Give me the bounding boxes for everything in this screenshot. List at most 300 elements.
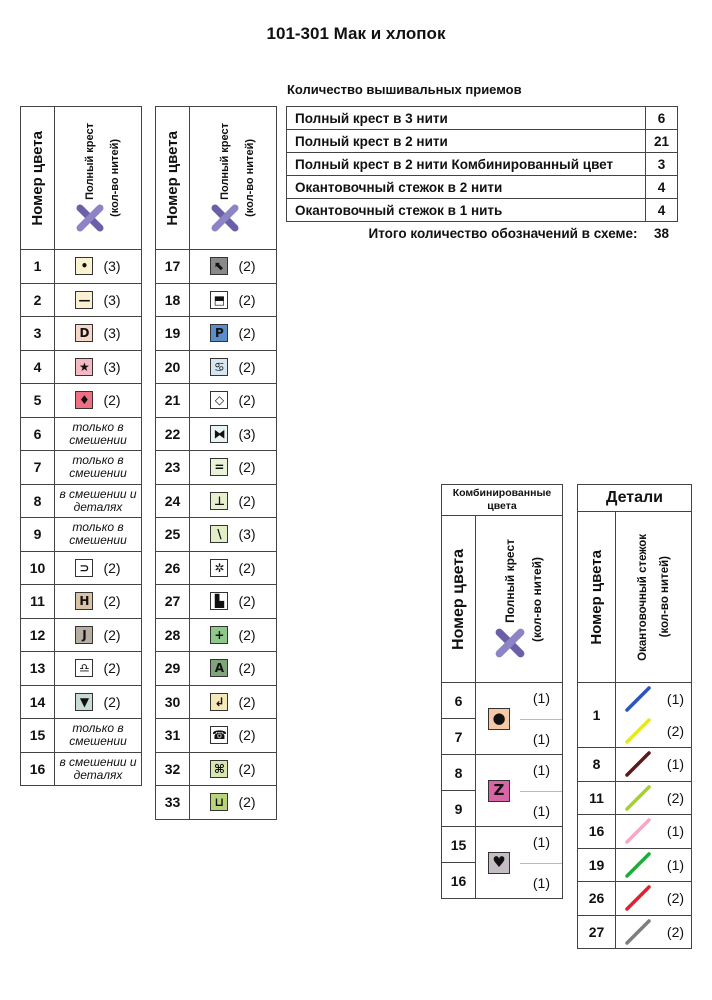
legend-content [190, 726, 276, 744]
thread-count: (1) [666, 691, 685, 707]
detail-lines [616, 882, 691, 915]
legend-content [190, 324, 276, 342]
stitch-header [476, 516, 563, 683]
color-number: 10 [21, 551, 55, 585]
detail-cell [616, 915, 692, 949]
legend-row [21, 417, 142, 451]
symbol-icon: \ [210, 525, 228, 543]
summary-label: Полный крест в 3 нити [287, 107, 646, 130]
thread-count: (2) [238, 626, 256, 643]
thread-count: (2) [238, 492, 256, 509]
legend-note: только в смешении [69, 520, 127, 548]
color-number: 15 [442, 827, 476, 863]
color-number: 7 [21, 451, 55, 485]
legend-cell [190, 350, 277, 384]
details-caption: Детали [578, 485, 692, 512]
color-number: 5 [21, 384, 55, 418]
combined-cell [476, 827, 563, 899]
legend-cell [190, 652, 277, 686]
summary-label: Окантовочный стежок в 1 нить [287, 199, 646, 222]
thread-count: (2) [103, 559, 121, 576]
legend-table-right [155, 106, 277, 820]
legend-cell [190, 585, 277, 619]
symbol-icon: + [210, 626, 228, 644]
cross-stitch-icon [75, 203, 105, 233]
legend-content [190, 458, 276, 476]
color-number: 25 [156, 518, 190, 552]
combined-cell [476, 683, 563, 755]
legend-row [21, 618, 142, 652]
legend-content [190, 626, 276, 644]
thread-count: (2) [103, 660, 121, 677]
symbol-icon: Z [488, 780, 510, 802]
summary-row [287, 130, 678, 153]
legend-cell [55, 317, 142, 351]
combined-caption: Комбинированные цвета [442, 485, 563, 516]
legend-content [190, 559, 276, 577]
combined-row [442, 755, 563, 791]
legend-row [156, 719, 277, 753]
symbol-icon: — [75, 291, 93, 309]
symbol-icon: ☎ [211, 728, 227, 743]
legend-row [21, 283, 142, 317]
thread-count: (2) [103, 626, 121, 643]
color-number: 28 [156, 618, 190, 652]
thread-count: (2) [238, 325, 256, 342]
color-number: 27 [578, 915, 616, 949]
legend-row [21, 551, 142, 585]
thread-count: (2) [238, 459, 256, 476]
detail-lines [616, 849, 691, 882]
row-divider [520, 791, 562, 792]
edge-stitch-line-icon [623, 884, 653, 912]
threads-header-text: (кол-во нитей) [658, 556, 671, 638]
symbol-icon: D [75, 324, 93, 342]
thread-count: (3) [103, 358, 121, 375]
combined-colors-table [441, 484, 563, 899]
summary-row [287, 176, 678, 199]
color-number: 11 [21, 585, 55, 619]
color-number: 6 [442, 683, 476, 719]
stitch-header [55, 107, 142, 250]
color-number: 22 [156, 417, 190, 451]
legend-cell [190, 417, 277, 451]
symbol-icon: ★ [75, 358, 93, 376]
color-number: 17 [156, 250, 190, 284]
symbol-icon: ● [488, 708, 510, 730]
number-header [21, 107, 55, 250]
color-number: 9 [442, 791, 476, 827]
legend-cell [55, 652, 142, 686]
color-number: 30 [156, 685, 190, 719]
color-number: 8 [21, 484, 55, 518]
legend-content [190, 257, 276, 275]
detail-cell [616, 882, 692, 916]
stitch-line-row [616, 782, 691, 814]
thread-count: (2) [666, 890, 685, 907]
edge-stitch-line-icon [623, 784, 653, 812]
legend-cell [55, 451, 142, 485]
summary-row [287, 153, 678, 176]
legend-row [21, 484, 142, 518]
thread-count: (1) [532, 803, 550, 819]
thread-count: (3) [238, 425, 256, 442]
combined-row [442, 683, 563, 719]
symbol-icon: ⬒ [210, 291, 228, 309]
legend-row [21, 518, 142, 552]
legend-content [190, 592, 276, 610]
legend-row [156, 618, 277, 652]
thread-count: (3) [103, 291, 121, 308]
thread-count: (2) [238, 660, 256, 677]
thread-count: (1) [666, 856, 685, 873]
legend-cell [190, 484, 277, 518]
legend-row [156, 652, 277, 686]
legend-cell [55, 250, 142, 284]
color-number: 2 [21, 283, 55, 317]
summary-value: 3 [646, 153, 678, 176]
legend-content [190, 492, 276, 510]
legend-row [156, 551, 277, 585]
legend-cell [55, 719, 142, 753]
symbol-icon: • [75, 257, 93, 275]
legend-content [190, 391, 276, 409]
detail-cell [616, 748, 692, 782]
summary-label: Полный крест в 2 нити [287, 130, 646, 153]
summary-label: Полный крест в 2 нити Комбинированный цвет [287, 153, 646, 176]
details-table [577, 484, 692, 949]
legend-content [190, 659, 276, 677]
color-number: 16 [442, 863, 476, 899]
symbol-icon: ⊥ [210, 492, 228, 510]
color-number: 18 [156, 283, 190, 317]
threads-header-text: (кол-во нитей) [530, 556, 544, 642]
number-header [156, 107, 190, 250]
thread-count: (2) [238, 559, 256, 576]
legend-content [55, 257, 141, 275]
legend-cell [190, 250, 277, 284]
legend-row [156, 350, 277, 384]
symbol-icon: ♥ [488, 852, 510, 874]
color-number: 13 [21, 652, 55, 686]
color-number: 4 [21, 350, 55, 384]
edge-stitch-line-icon [623, 717, 653, 745]
color-number: 7 [442, 719, 476, 755]
legend-cell [55, 484, 142, 518]
thread-count: (2) [666, 789, 685, 806]
thread-count: (1) [532, 834, 550, 850]
combined-cell [476, 755, 563, 827]
legend-cell [190, 685, 277, 719]
thread-count: (3) [103, 325, 121, 342]
symbol-icon: A [210, 659, 228, 677]
thread-count: (2) [238, 291, 256, 308]
summary-total-row [287, 222, 678, 245]
stitch-line-row [616, 815, 691, 847]
legend-row [21, 350, 142, 384]
summary-row [287, 107, 678, 130]
legend-cell [55, 752, 142, 786]
symbol-icon: J [75, 626, 93, 644]
legend-row [156, 317, 277, 351]
legend-cell [190, 719, 277, 753]
color-number: 24 [156, 484, 190, 518]
color-number: 14 [21, 685, 55, 719]
legend-table-left [20, 106, 142, 786]
summary-value: 4 [646, 199, 678, 222]
combined-row [442, 827, 563, 863]
symbol-icon: ▼ [75, 693, 93, 711]
row-divider [520, 863, 562, 864]
color-number: 33 [156, 786, 190, 820]
symbol-icon: P [210, 324, 228, 342]
threads-header-text: (кол-во нитей) [244, 139, 256, 217]
thread-count: (2) [238, 794, 256, 811]
detail-lines [616, 815, 691, 848]
thread-count: (1) [666, 823, 685, 840]
detail-row [578, 848, 692, 882]
legend-content [55, 693, 141, 711]
symbol-icon: ⊃ [75, 559, 93, 577]
symbol-icon: ◇ [210, 391, 228, 409]
legend-row [156, 685, 277, 719]
thread-count: (1) [532, 875, 550, 891]
thread-count: (2) [103, 693, 121, 710]
symbol-icon: = [210, 458, 228, 476]
legend-content [55, 358, 141, 376]
legend-cell [190, 518, 277, 552]
legend-cell [55, 585, 142, 619]
color-number: 8 [578, 748, 616, 782]
detail-lines [616, 683, 691, 747]
legend-content [190, 425, 276, 443]
legend-cell [55, 551, 142, 585]
symbol-icon: ⌘ [210, 760, 228, 778]
symbol-icon: ⧓ [210, 425, 228, 443]
legend-note: в смешении и деталях [59, 754, 137, 782]
color-number: 12 [21, 618, 55, 652]
color-number: 1 [578, 683, 616, 748]
legend-cell [55, 350, 142, 384]
legend-row [21, 652, 142, 686]
legend-cell [55, 417, 142, 451]
edge-stitch-line-icon [623, 918, 653, 946]
summary-label: Окантовочный стежок в 2 нити [287, 176, 646, 199]
number-header-text: Номер цвета [29, 130, 46, 226]
legend-content [190, 358, 276, 376]
color-number: 9 [21, 518, 55, 552]
detail-row [578, 683, 692, 748]
stitch-line-row [616, 748, 691, 780]
legend-cell [55, 384, 142, 418]
detail-row [578, 815, 692, 849]
legend-row [21, 585, 142, 619]
summary-total-label: Итого количество обозначений в схеме: [368, 225, 638, 241]
color-number: 15 [21, 719, 55, 753]
legend-cell [190, 786, 277, 820]
thread-count: (1) [532, 762, 550, 778]
legend-row [156, 518, 277, 552]
detail-cell [616, 781, 692, 815]
stitch-header-text: Полный крест [84, 122, 96, 200]
legend-row [21, 250, 142, 284]
number-header-text: Номер цвета [164, 130, 181, 226]
legend-row [156, 250, 277, 284]
legend-note: только в смешении [69, 419, 127, 447]
legend-row [21, 317, 142, 351]
thread-count: (2) [103, 593, 121, 610]
summary-row [287, 199, 678, 222]
legend-cell [55, 685, 142, 719]
legend-content [55, 559, 141, 577]
legend-row [156, 451, 277, 485]
legend-row [156, 585, 277, 619]
thread-count: (2) [103, 392, 121, 409]
summary-value: 6 [646, 107, 678, 130]
legend-cell [55, 518, 142, 552]
edge-stitch-line-icon [623, 851, 653, 879]
detail-lines [616, 916, 691, 949]
edge-stitch-line-icon [623, 750, 653, 778]
thread-count: (1) [532, 690, 550, 706]
detail-row [578, 748, 692, 782]
thread-count: (2) [238, 258, 256, 275]
stitch-header [190, 107, 277, 250]
detail-lines [616, 782, 691, 815]
legend-row [156, 283, 277, 317]
number-header [578, 512, 616, 683]
color-number: 16 [21, 752, 55, 786]
legend-cell [190, 618, 277, 652]
thread-count: (2) [666, 723, 685, 739]
legend-content [55, 391, 141, 409]
legend-row [156, 384, 277, 418]
color-number: 32 [156, 752, 190, 786]
legend-cell [190, 451, 277, 485]
legend-note: только в смешении [69, 721, 127, 749]
row-divider [520, 719, 562, 720]
legend-content [55, 659, 141, 677]
symbol-icon: ▙ [210, 592, 228, 610]
number-header-text: Номер цвета [588, 549, 605, 645]
number-header-text: Номер цвета [449, 548, 467, 650]
color-number: 6 [21, 417, 55, 451]
detail-cell [616, 848, 692, 882]
color-number: 11 [578, 781, 616, 815]
summary-value: 21 [646, 130, 678, 153]
legend-row [156, 786, 277, 820]
color-number: 26 [156, 551, 190, 585]
color-number: 31 [156, 719, 190, 753]
stitch-line-row [616, 849, 691, 881]
legend-row [21, 685, 142, 719]
edge-stitch-line-icon [623, 817, 653, 845]
color-number: 3 [21, 317, 55, 351]
legend-row [156, 417, 277, 451]
color-number: 19 [578, 848, 616, 882]
color-number: 16 [578, 815, 616, 849]
legend-cell [190, 317, 277, 351]
edge-stitch-header-text: Окантовочный стежок [636, 533, 649, 661]
legend-row [21, 451, 142, 485]
legend-row [21, 384, 142, 418]
detail-row [578, 915, 692, 949]
detail-cell [616, 815, 692, 849]
legend-content [55, 626, 141, 644]
stitch-line-row [616, 715, 691, 747]
thread-count: (1) [532, 731, 550, 747]
edge-stitch-header [616, 512, 692, 683]
symbol-icon: ♎ [75, 659, 93, 677]
legend-content [190, 760, 276, 778]
stitch-line-row [616, 683, 691, 715]
legend-row [21, 752, 142, 786]
thread-count: (2) [238, 727, 256, 744]
thread-count: (3) [103, 258, 121, 275]
stitch-line-row [616, 882, 691, 914]
color-number: 29 [156, 652, 190, 686]
legend-content [55, 291, 141, 309]
legend-cell [55, 618, 142, 652]
thread-count: (2) [238, 358, 256, 375]
summary-value: 4 [646, 176, 678, 199]
stitch-header-text: Полный крест [503, 539, 517, 623]
summary-heading: Количество вышивальных приемов [287, 82, 522, 97]
symbol-icon: ♦ [75, 391, 93, 409]
edge-stitch-line-icon [623, 685, 653, 713]
legend-cell [55, 283, 142, 317]
symbol-icon: ⊔ [210, 793, 228, 811]
legend-content [55, 324, 141, 342]
legend-row [156, 484, 277, 518]
stitch-line-row [616, 916, 691, 948]
detail-row [578, 781, 692, 815]
legend-cell [190, 384, 277, 418]
color-number: 8 [442, 755, 476, 791]
symbol-icon: ↲ [210, 693, 228, 711]
thread-count: (2) [238, 593, 256, 610]
legend-content [190, 793, 276, 811]
legend-content [190, 525, 276, 543]
color-number: 20 [156, 350, 190, 384]
symbol-icon: ⬉ [210, 257, 228, 275]
summary-table [286, 106, 678, 244]
legend-content [190, 291, 276, 309]
threads-header-text: (кол-во нитей) [109, 139, 121, 217]
summary-total-value: 38 [654, 225, 670, 241]
color-number: 19 [156, 317, 190, 351]
thread-count: (2) [666, 923, 685, 940]
detail-lines [616, 748, 691, 781]
legend-content [190, 693, 276, 711]
detail-cell [616, 683, 692, 748]
thread-count: (2) [238, 392, 256, 409]
legend-cell [190, 283, 277, 317]
legend-row [21, 719, 142, 753]
page-title: 101-301 Мак и хлопок [266, 24, 446, 43]
thread-count: (3) [238, 526, 256, 543]
legend-cell [190, 551, 277, 585]
cross-stitch-icon [494, 627, 526, 659]
color-number: 21 [156, 384, 190, 418]
legend-note: только в смешении [69, 453, 127, 481]
symbol-icon: ♋ [210, 358, 228, 376]
color-number: 1 [21, 250, 55, 284]
number-header [442, 516, 476, 683]
legend-cell [190, 752, 277, 786]
thread-count: (2) [238, 693, 256, 710]
legend-content [55, 592, 141, 610]
